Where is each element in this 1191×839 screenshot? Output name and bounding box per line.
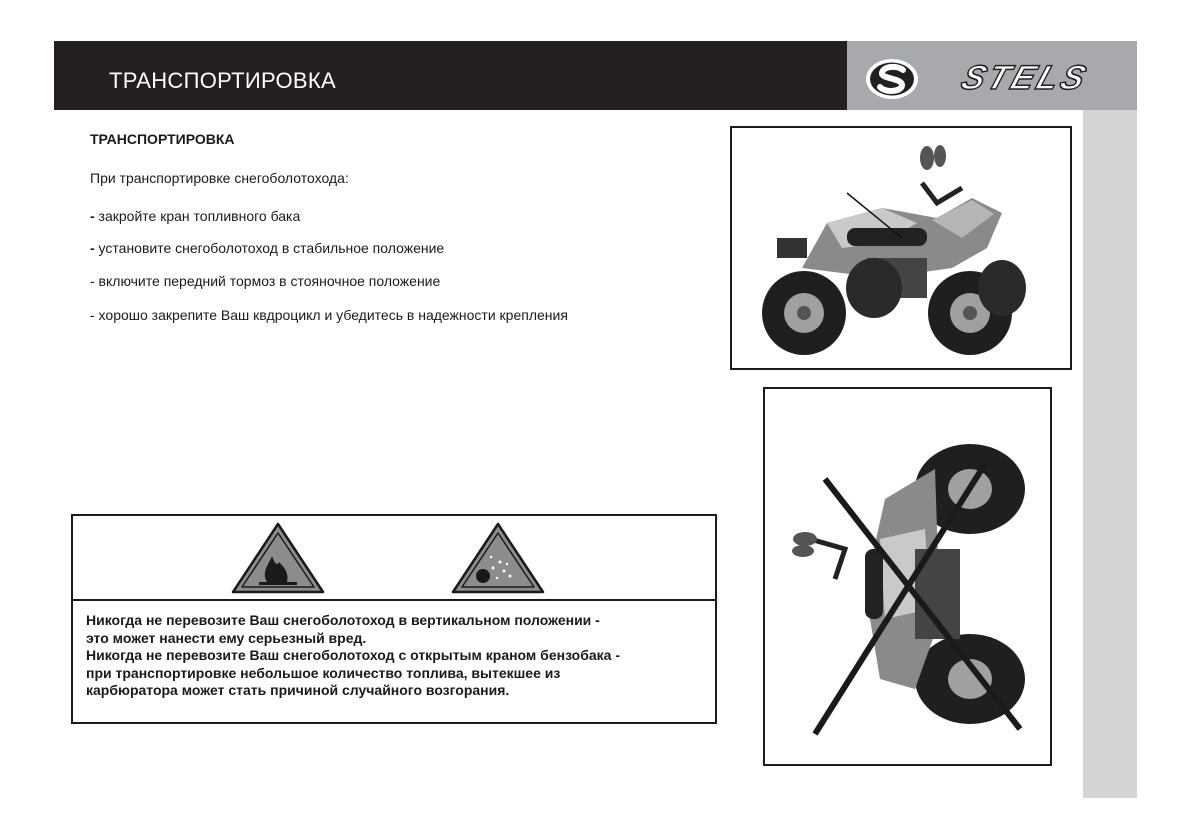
warning-line: карбюратора может стать причиной случайного возгорания.	[86, 682, 510, 698]
fire-hazard-icon	[233, 524, 323, 592]
atv-upright-photo	[730, 126, 1072, 370]
warning-line: при транспортировке небольшое количество топлива, вытекшее из	[86, 664, 561, 681]
section-title: ТРАНСПОРТИРОВКА	[90, 131, 235, 147]
list-item: - закройте кран топливного бака	[90, 208, 301, 224]
atv-vertical-illustration	[765, 389, 1050, 764]
warning-icons	[73, 516, 715, 598]
warning-line: Никогда не перевозите Ваш снегоболотоход с открытым краном бензобака -	[86, 647, 621, 663]
stels-logo-icon	[847, 41, 1137, 110]
warning-text	[86, 612, 706, 700]
intro-text: При транспортировке снегоболотохода:	[90, 170, 349, 186]
explosion-hazard-icon	[453, 524, 543, 592]
warning-line: Никогда не перевозите Ваш снегоболотоход в вертикальном положении -	[86, 612, 600, 628]
page-header	[54, 41, 1137, 110]
list-item: - включите передний тормоз в стояночное положение	[90, 273, 441, 289]
atv-vertical-crossed-photo	[763, 387, 1052, 766]
warning-box	[71, 514, 717, 724]
list-item: - установите снегоболотоход в стабильное положение	[90, 240, 445, 256]
page-side-tab	[1083, 110, 1137, 798]
divider	[73, 599, 715, 601]
brand-logo	[847, 41, 1137, 110]
atv-illustration	[732, 128, 1070, 368]
warning-line: это может нанести ему серьезный вред.	[86, 629, 367, 646]
brand-wordmark: STELS	[956, 58, 1094, 97]
list-item: - хорошо закрепите Ваш квдроцикл и убедитесь в надежности крепления	[90, 307, 568, 323]
header-title: ТРАНСПОРТИРОВКА	[109, 68, 336, 93]
